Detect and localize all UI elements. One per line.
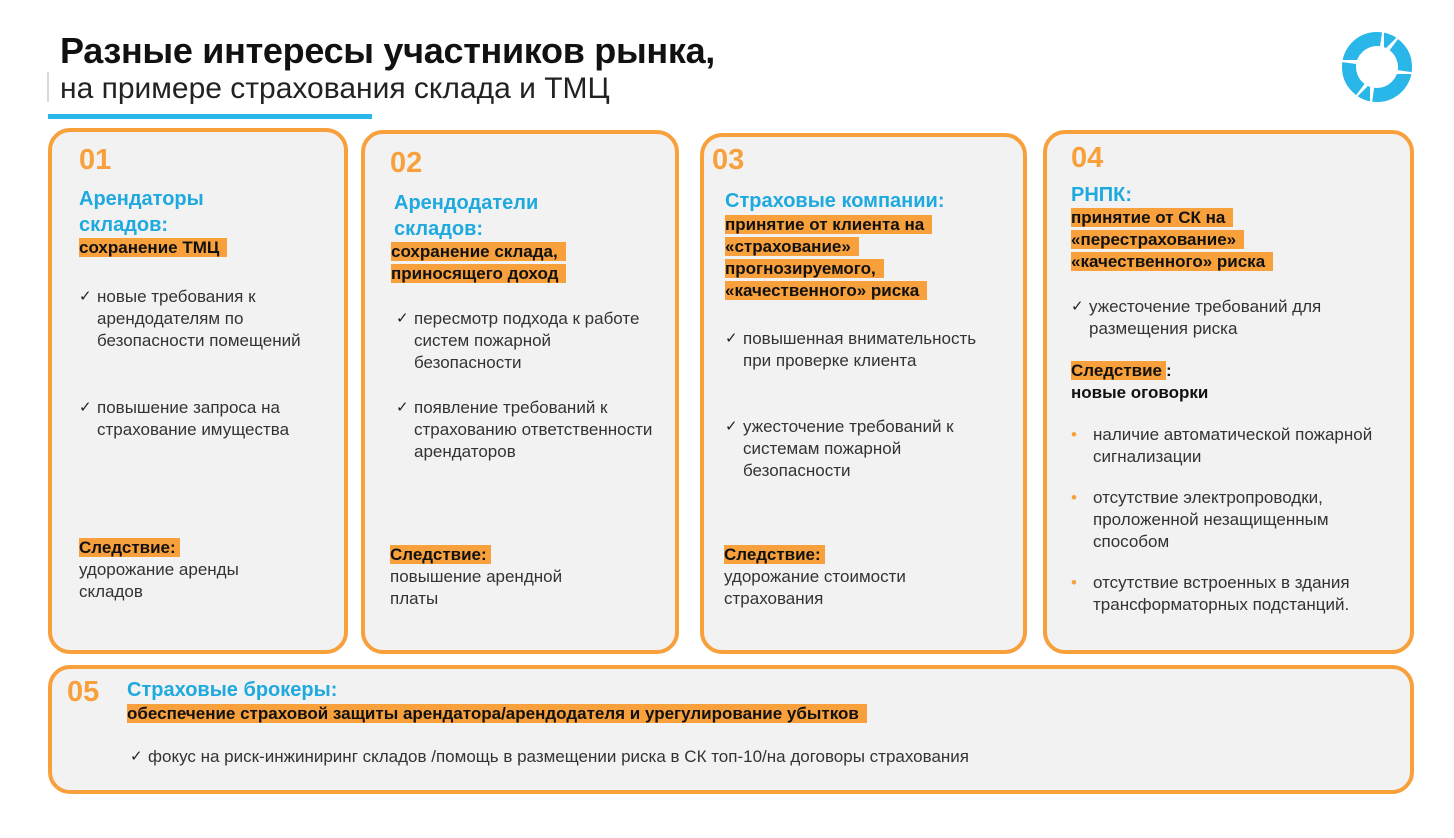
card-category: Страховые брокеры: xyxy=(127,679,338,701)
check-icon: ✓ xyxy=(396,310,409,327)
consequence-text: удорожание стоимости страхования xyxy=(724,567,906,608)
card-interest: принятие от СК на «перестрахование» «качественного» риска xyxy=(1071,207,1311,273)
bullet-item: • отсутствие электропроводки, проложенной незащищенным способом xyxy=(1071,488,1329,551)
list-item: ✓ новые требования к арендодателям по безопасности помещений xyxy=(79,287,301,350)
card-number: 05 xyxy=(67,676,100,708)
card-interest: сохранение ТМЦ xyxy=(79,237,279,259)
card-category: Страховые компании: xyxy=(725,190,945,212)
list-item: ✓ ужесточение требований для размещения риска xyxy=(1071,297,1322,338)
consequence-label: Следствие: xyxy=(79,537,180,559)
card-category: РНПК: xyxy=(1071,184,1133,206)
card-category: Арендодатели складов: xyxy=(394,192,539,240)
page-title: Разные интересы участников рынка, xyxy=(60,30,715,71)
check-icon: ✓ xyxy=(725,418,738,435)
page-subtitle: на примере страхования склада и ТМЦ xyxy=(60,72,610,105)
check-icon: ✓ xyxy=(1071,298,1084,315)
consequence-text: удорожание аренды складов xyxy=(79,560,239,601)
title-accent-bar xyxy=(47,72,49,102)
card-number: 04 xyxy=(1071,142,1104,174)
consequence-text: повышение арендной платы xyxy=(390,567,563,608)
consequence-label: Следствие: xyxy=(390,544,491,566)
list-item: ✓ повышенная внимательность при проверке клиента xyxy=(725,329,977,370)
bullet-item: • отсутствие встроенных в здания трансформаторных подстанций. xyxy=(1071,573,1350,614)
check-icon: ✓ xyxy=(396,399,409,416)
list-item: ✓ ужесточение требований к системам пожарной безопасности xyxy=(725,417,954,480)
consequence-label: Следствие : xyxy=(1071,361,1172,380)
list-item: ✓ фокус на риск-инжиниринг складов /помощь в размещении риска в СК топ-10/на договоры страхования xyxy=(130,747,970,766)
bullet-icon: • xyxy=(1071,425,1077,444)
title-underline xyxy=(48,114,372,119)
card-number: 02 xyxy=(390,147,423,179)
card-interest: принятие от клиента на «страхование» прогнозируемого, «качественного» риска xyxy=(725,214,965,302)
check-icon: ✓ xyxy=(725,330,738,347)
list-item: ✓ появление требований к страхованию ответственности арендаторов xyxy=(396,398,653,461)
check-icon: ✓ xyxy=(130,748,143,765)
list-item: ✓ повышение запроса на страхование имущества xyxy=(79,398,290,439)
bullet-item: • наличие автоматической пожарной сигнализации xyxy=(1071,425,1373,466)
card-interest: сохранение склада, приносящего доход xyxy=(391,241,611,285)
card-category: Арендаторы складов: xyxy=(79,188,204,236)
list-item: ✓ пересмотр подхода к работе систем пожарной безопасности xyxy=(396,309,640,372)
consequence-text: новые оговорки xyxy=(1071,383,1209,402)
company-logo-icon xyxy=(1340,30,1414,104)
check-icon: ✓ xyxy=(79,399,92,416)
card-number: 01 xyxy=(79,144,112,176)
card-number: 03 xyxy=(712,144,745,176)
bullet-icon: • xyxy=(1071,573,1077,592)
card-interest: обеспечение страховой защиты арендатора/арендодателя и урегулирование убытков xyxy=(127,703,1027,725)
check-icon: ✓ xyxy=(79,288,92,305)
bullet-icon: • xyxy=(1071,488,1077,507)
consequence-label: Следствие: xyxy=(724,544,825,566)
